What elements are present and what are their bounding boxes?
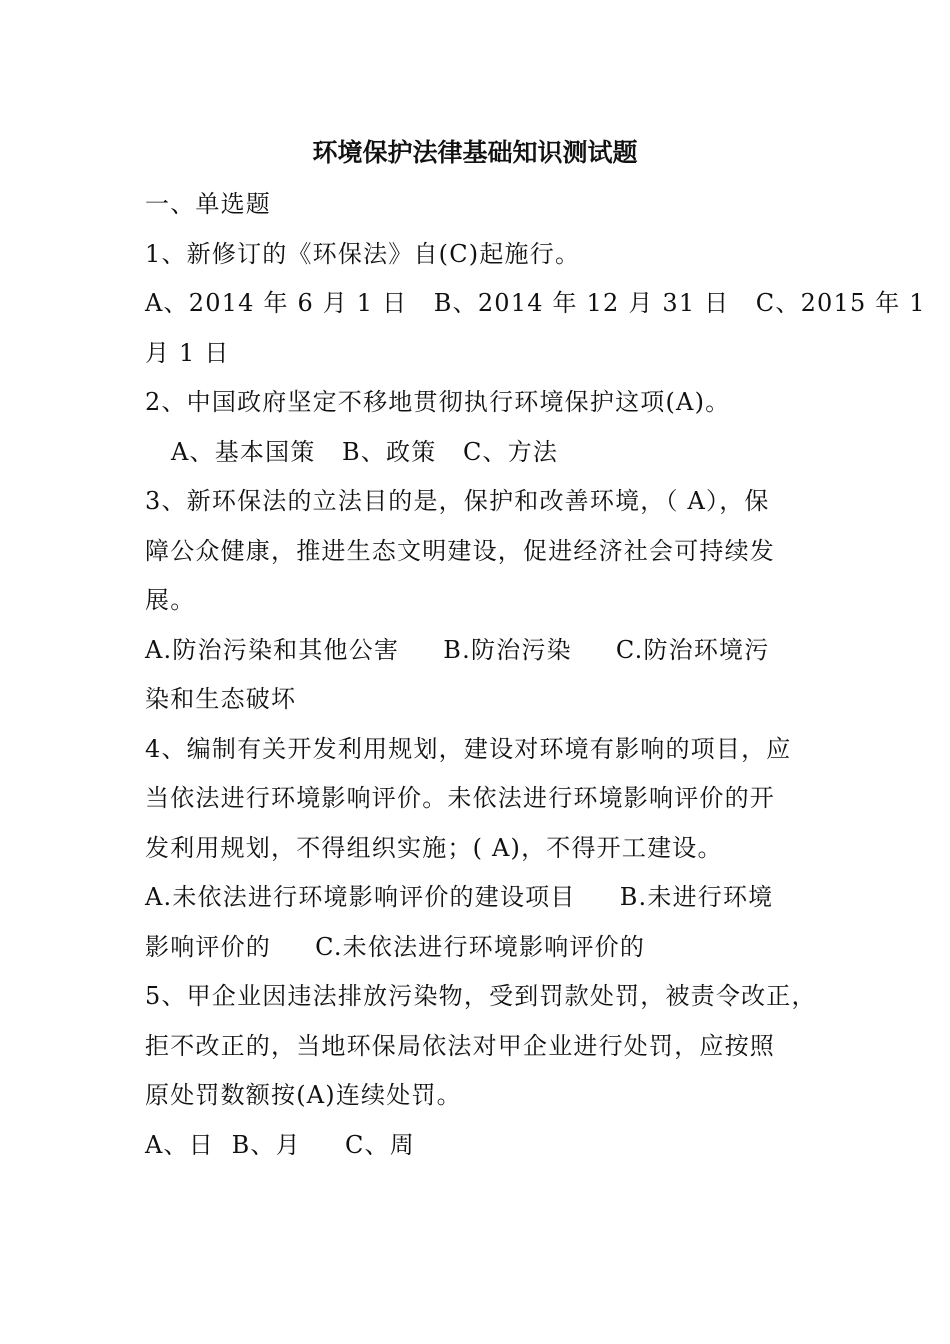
question-3 [145,477,825,725]
question-stem-line: 展。 [145,586,196,614]
question-options-line: 月 1 日 [145,338,230,367]
document-title: 环境保护法律基础知识测试题 [312,138,638,167]
question-options-line: A.防治污染和其他公害 B.防治污染 C.防治环境污 [145,635,770,664]
question-stem-line: 2、中国政府坚定不移地贯彻执行环境保护这项(A)。 [145,388,731,416]
question-options-line: A、日 B、月 C、周 [145,1130,415,1159]
section-heading: 一、单选题 [145,190,271,218]
question-options-line: A.未依法进行环境影响评价的建设项目 B.未进行环境 [145,883,774,911]
question-stem-line: 发利用规划，不得组织实施；( A)，不得开工建设。 [145,833,723,862]
question-options-line: A、2014 年 6 月 1 日 B、2014 年 12 月 31 日 C、2015 年 1 [145,289,926,317]
question-stem-line: 障公众健康，推进生态文明建设，促进经济社会可持续发 [145,536,775,565]
question-4 [145,725,825,973]
question-stem-line: 1、新修订的《环保法》自(C)起施行。 [145,239,581,268]
question-5 [145,972,825,1170]
question-2 [145,378,825,477]
question-stem-line: 拒不改正的，当地环保局依法对甲企业进行处罚，应按照 [145,1031,775,1060]
question-stem-line: 5、甲企业因违法排放污染物，受到罚款处罚，被责令改正， [145,982,817,1010]
question-stem-line: 3、新环保法的立法目的是，保护和改善环境，（ A），保 [145,487,770,515]
question-stem-line: 当依法进行环境影响评价。未依法进行环境影响评价的开 [145,784,775,812]
question-options-line: 影响评价的 C.未依法进行环境影响评价的 [145,932,646,961]
question-stem-line: 4、编制有关开发利用规划，建设对环境有影响的项目，应 [145,734,792,763]
document-body [145,180,926,1170]
question-1 [145,230,926,379]
question-options-line: 染和生态破坏 [145,685,297,713]
question-options-line: A、基本国策 B、政策 C、方法 [171,437,559,466]
question-stem-line: 原处罚数额按(A)连续处罚。 [145,1081,462,1109]
